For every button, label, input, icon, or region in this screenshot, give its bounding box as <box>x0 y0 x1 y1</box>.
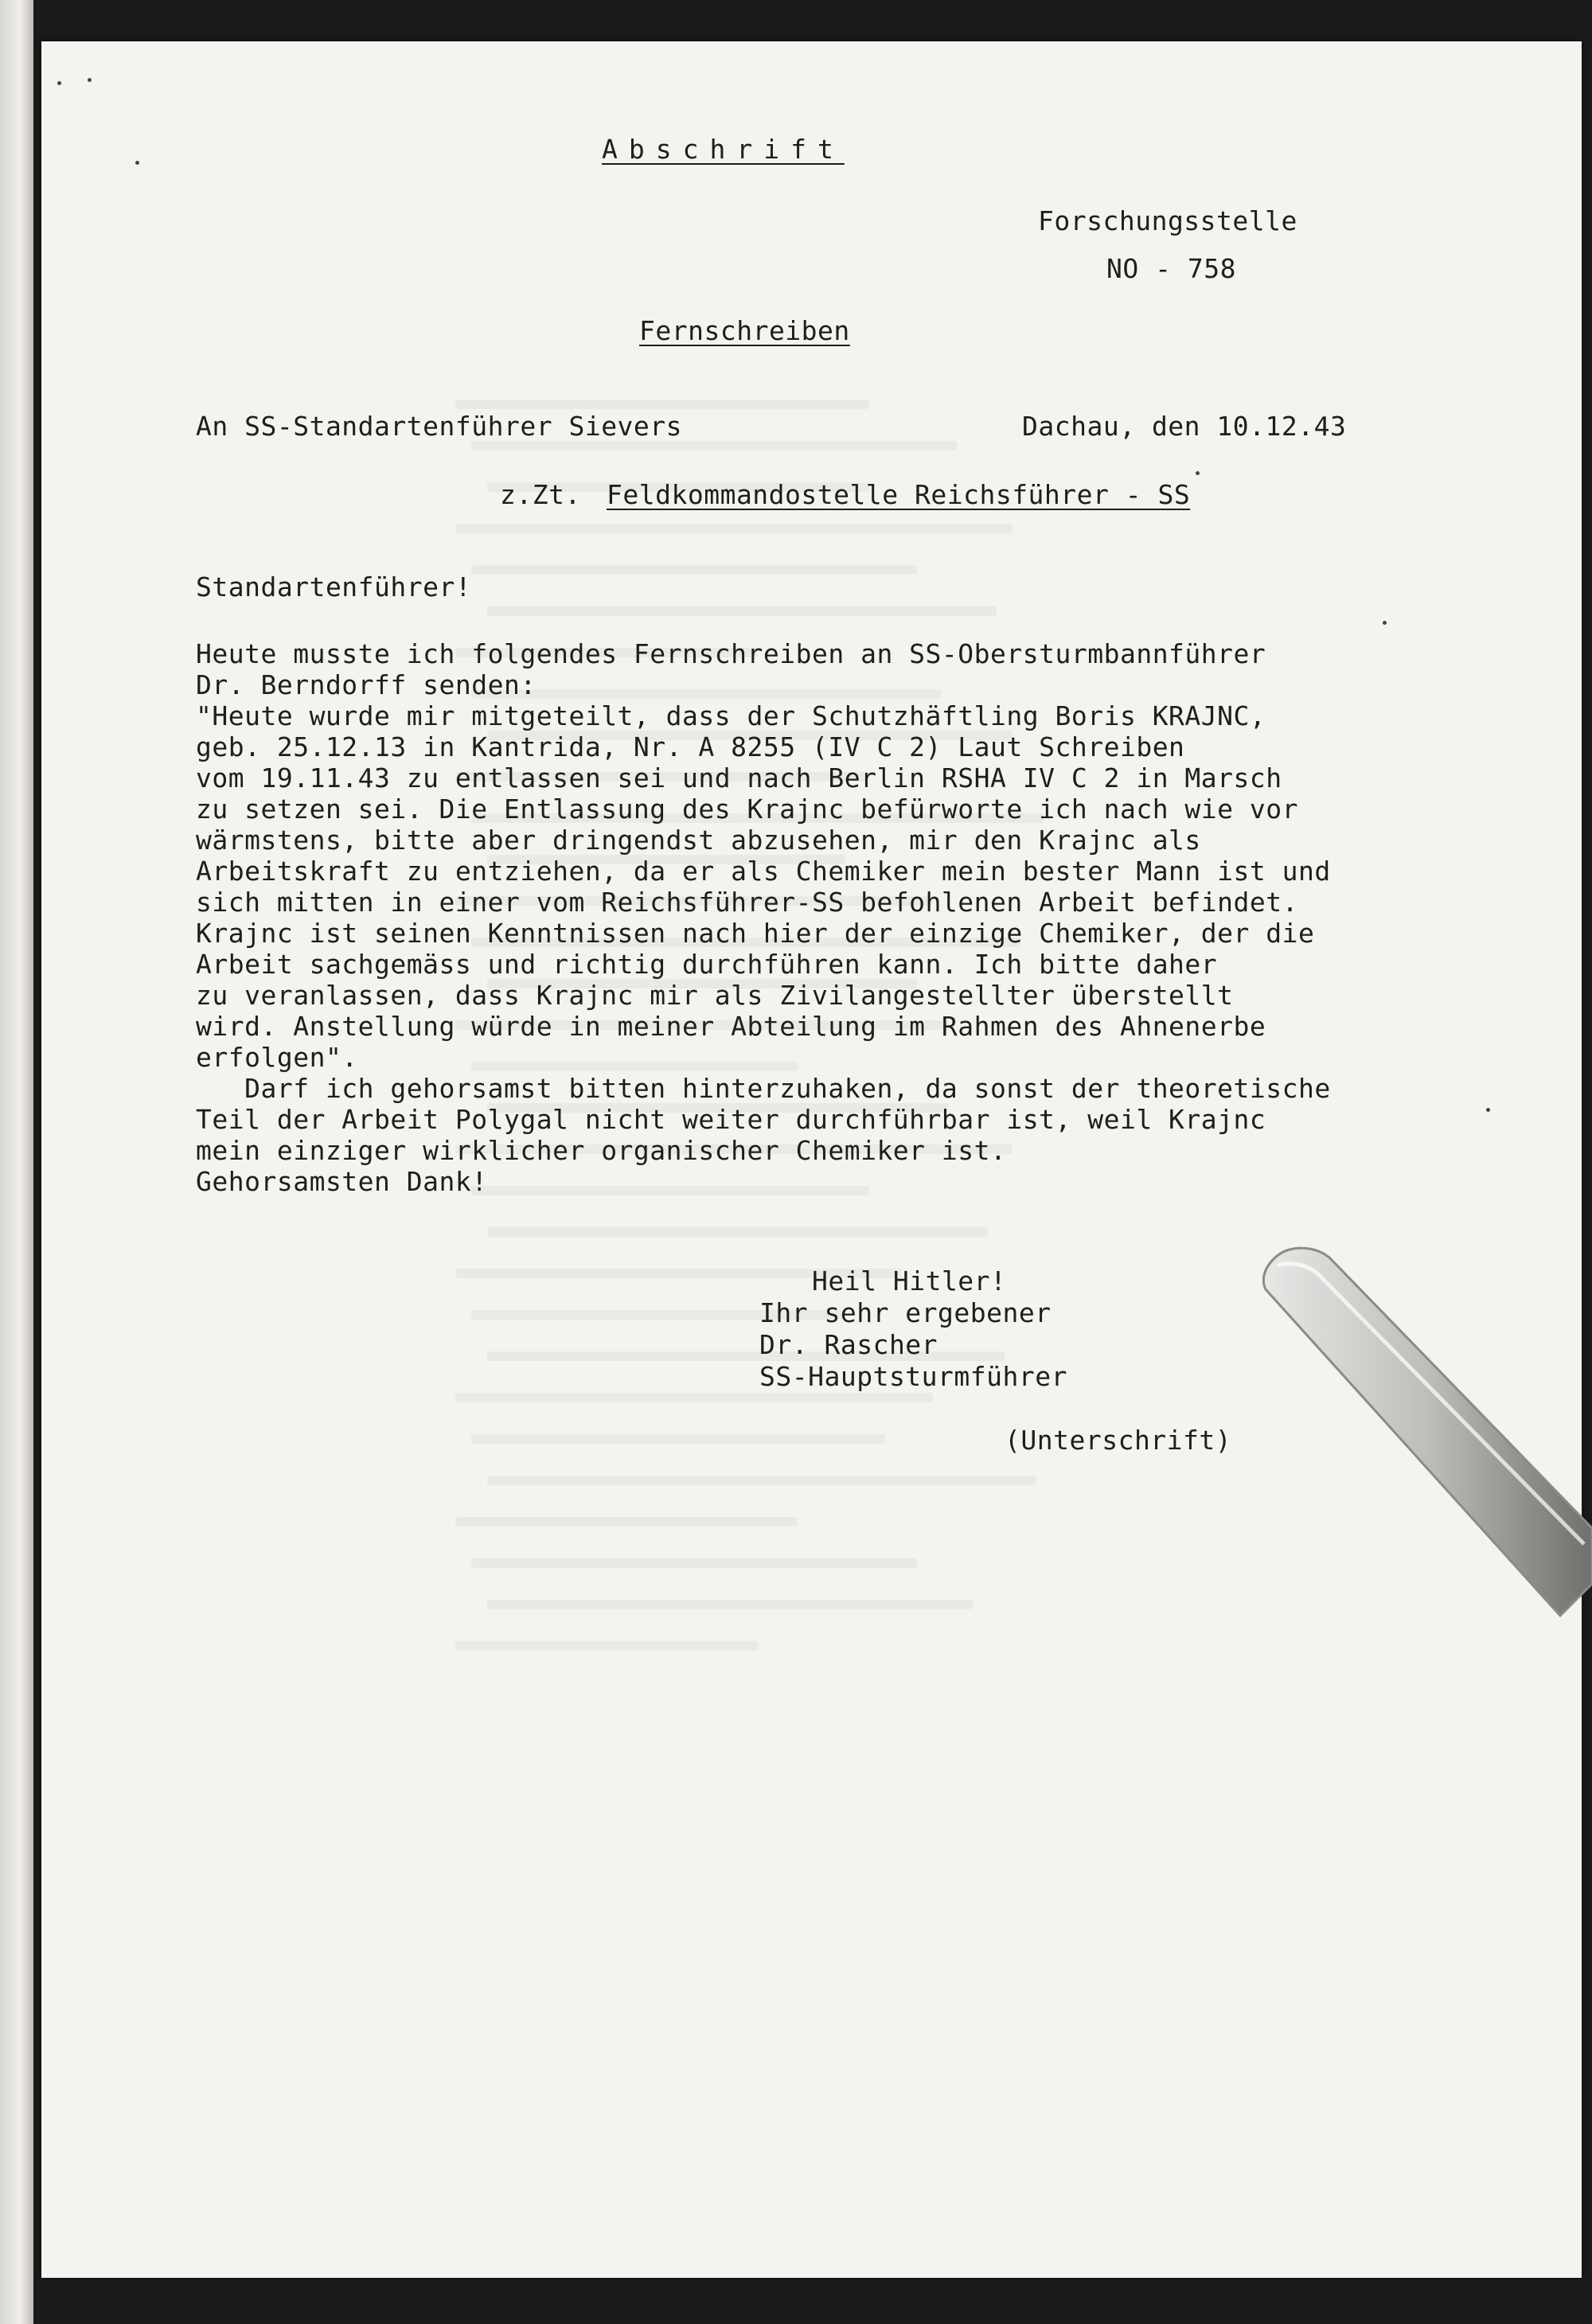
page-weight-pen-icon <box>1242 1242 1592 1655</box>
location-name: Feldkommandostelle Reichsführer - SS <box>607 479 1191 510</box>
page-speck <box>1383 621 1387 625</box>
signature-note: (Unterschrift) <box>1005 1425 1232 1456</box>
show-through-line <box>487 1227 989 1237</box>
signature-name: Dr. Rascher <box>759 1329 938 1360</box>
binding-edge <box>0 0 33 2324</box>
show-through-line <box>471 1558 917 1568</box>
page-speck <box>1196 471 1200 475</box>
reference-office: Forschungsstelle <box>1038 205 1297 236</box>
show-through-line <box>455 1517 798 1527</box>
document-title: Abschrift <box>602 134 845 165</box>
page-speck <box>57 81 61 85</box>
page-speck <box>135 161 139 165</box>
show-through-line <box>471 565 917 575</box>
show-through-line <box>471 441 957 450</box>
signature-closing: Ihr sehr ergebener <box>759 1297 1052 1328</box>
location-prefix: z.Zt. <box>500 479 581 510</box>
show-through-line <box>487 606 997 616</box>
show-through-line <box>455 524 1013 533</box>
show-through-line <box>455 1393 933 1402</box>
page-speck <box>88 78 92 82</box>
date-line: Dachau, den 10.12.43 <box>1022 411 1347 442</box>
salutation: Standartenführer! <box>196 571 472 602</box>
show-through-line <box>455 400 869 409</box>
page-speck <box>1486 1108 1490 1112</box>
reference-number: NO - 758 <box>1106 253 1236 284</box>
show-through-line <box>471 1434 885 1444</box>
letter-body: Heute musste ich folgendes Fernschreiben an SS-Obersturmbannführer Dr. Berndorff senden: "Heute wurde mir mitgeteilt, dass der Schutzhäftling Boris KRAJNC, geb. 25.12.13 in Kantrida, Nr. A 8255 (IV C 2) Laut Schreiben vom 19.11.43 zu entlassen sei und nach Berlin RSHA IV C 2 in Marsch zu setzen sei. Die Entlassung des Krajnc befürworte ich nach wie vor wärmstens, bitte aber dringendst abzusehen, mir den Krajnc als Arbeitskraft zu entziehen, da er als Chemiker mein bester Mann ist und sich mitten in einer vom Reichsführer-SS befohlenen Arbeit befindet. Krajnc ist seinen Kenntnissen nach hier der einzige Chemiker, der die Arbeit sachgemäss und richtig durchführen kann. Ich bitte daher zu veranlassen, dass Krajnc mir als Zivilangestellter überstellt wird. Anstellung würde in meiner Abteilung im Rahmen des Ahnenerbe erfolgen". Darf ich gehorsamst bitten hinterzuhaken, da sonst der theoretische Teil der Arbeit Polygal nicht weiter durchführbar ist, weil Krajnc mein einziger wirklicher organischer Chemiker ist. Gehorsamsten Dank! <box>196 638 1331 1197</box>
recipient-line: An SS-Standartenführer Sievers <box>196 411 683 442</box>
show-through-line <box>487 1600 973 1609</box>
signature-rank: SS-Hauptsturmführer <box>759 1361 1067 1392</box>
signature-greeting: Heil Hitler! <box>812 1265 1007 1297</box>
show-through-line <box>455 1641 758 1651</box>
document-type: Fernschreiben <box>639 315 850 346</box>
show-through-line <box>487 1476 1036 1485</box>
